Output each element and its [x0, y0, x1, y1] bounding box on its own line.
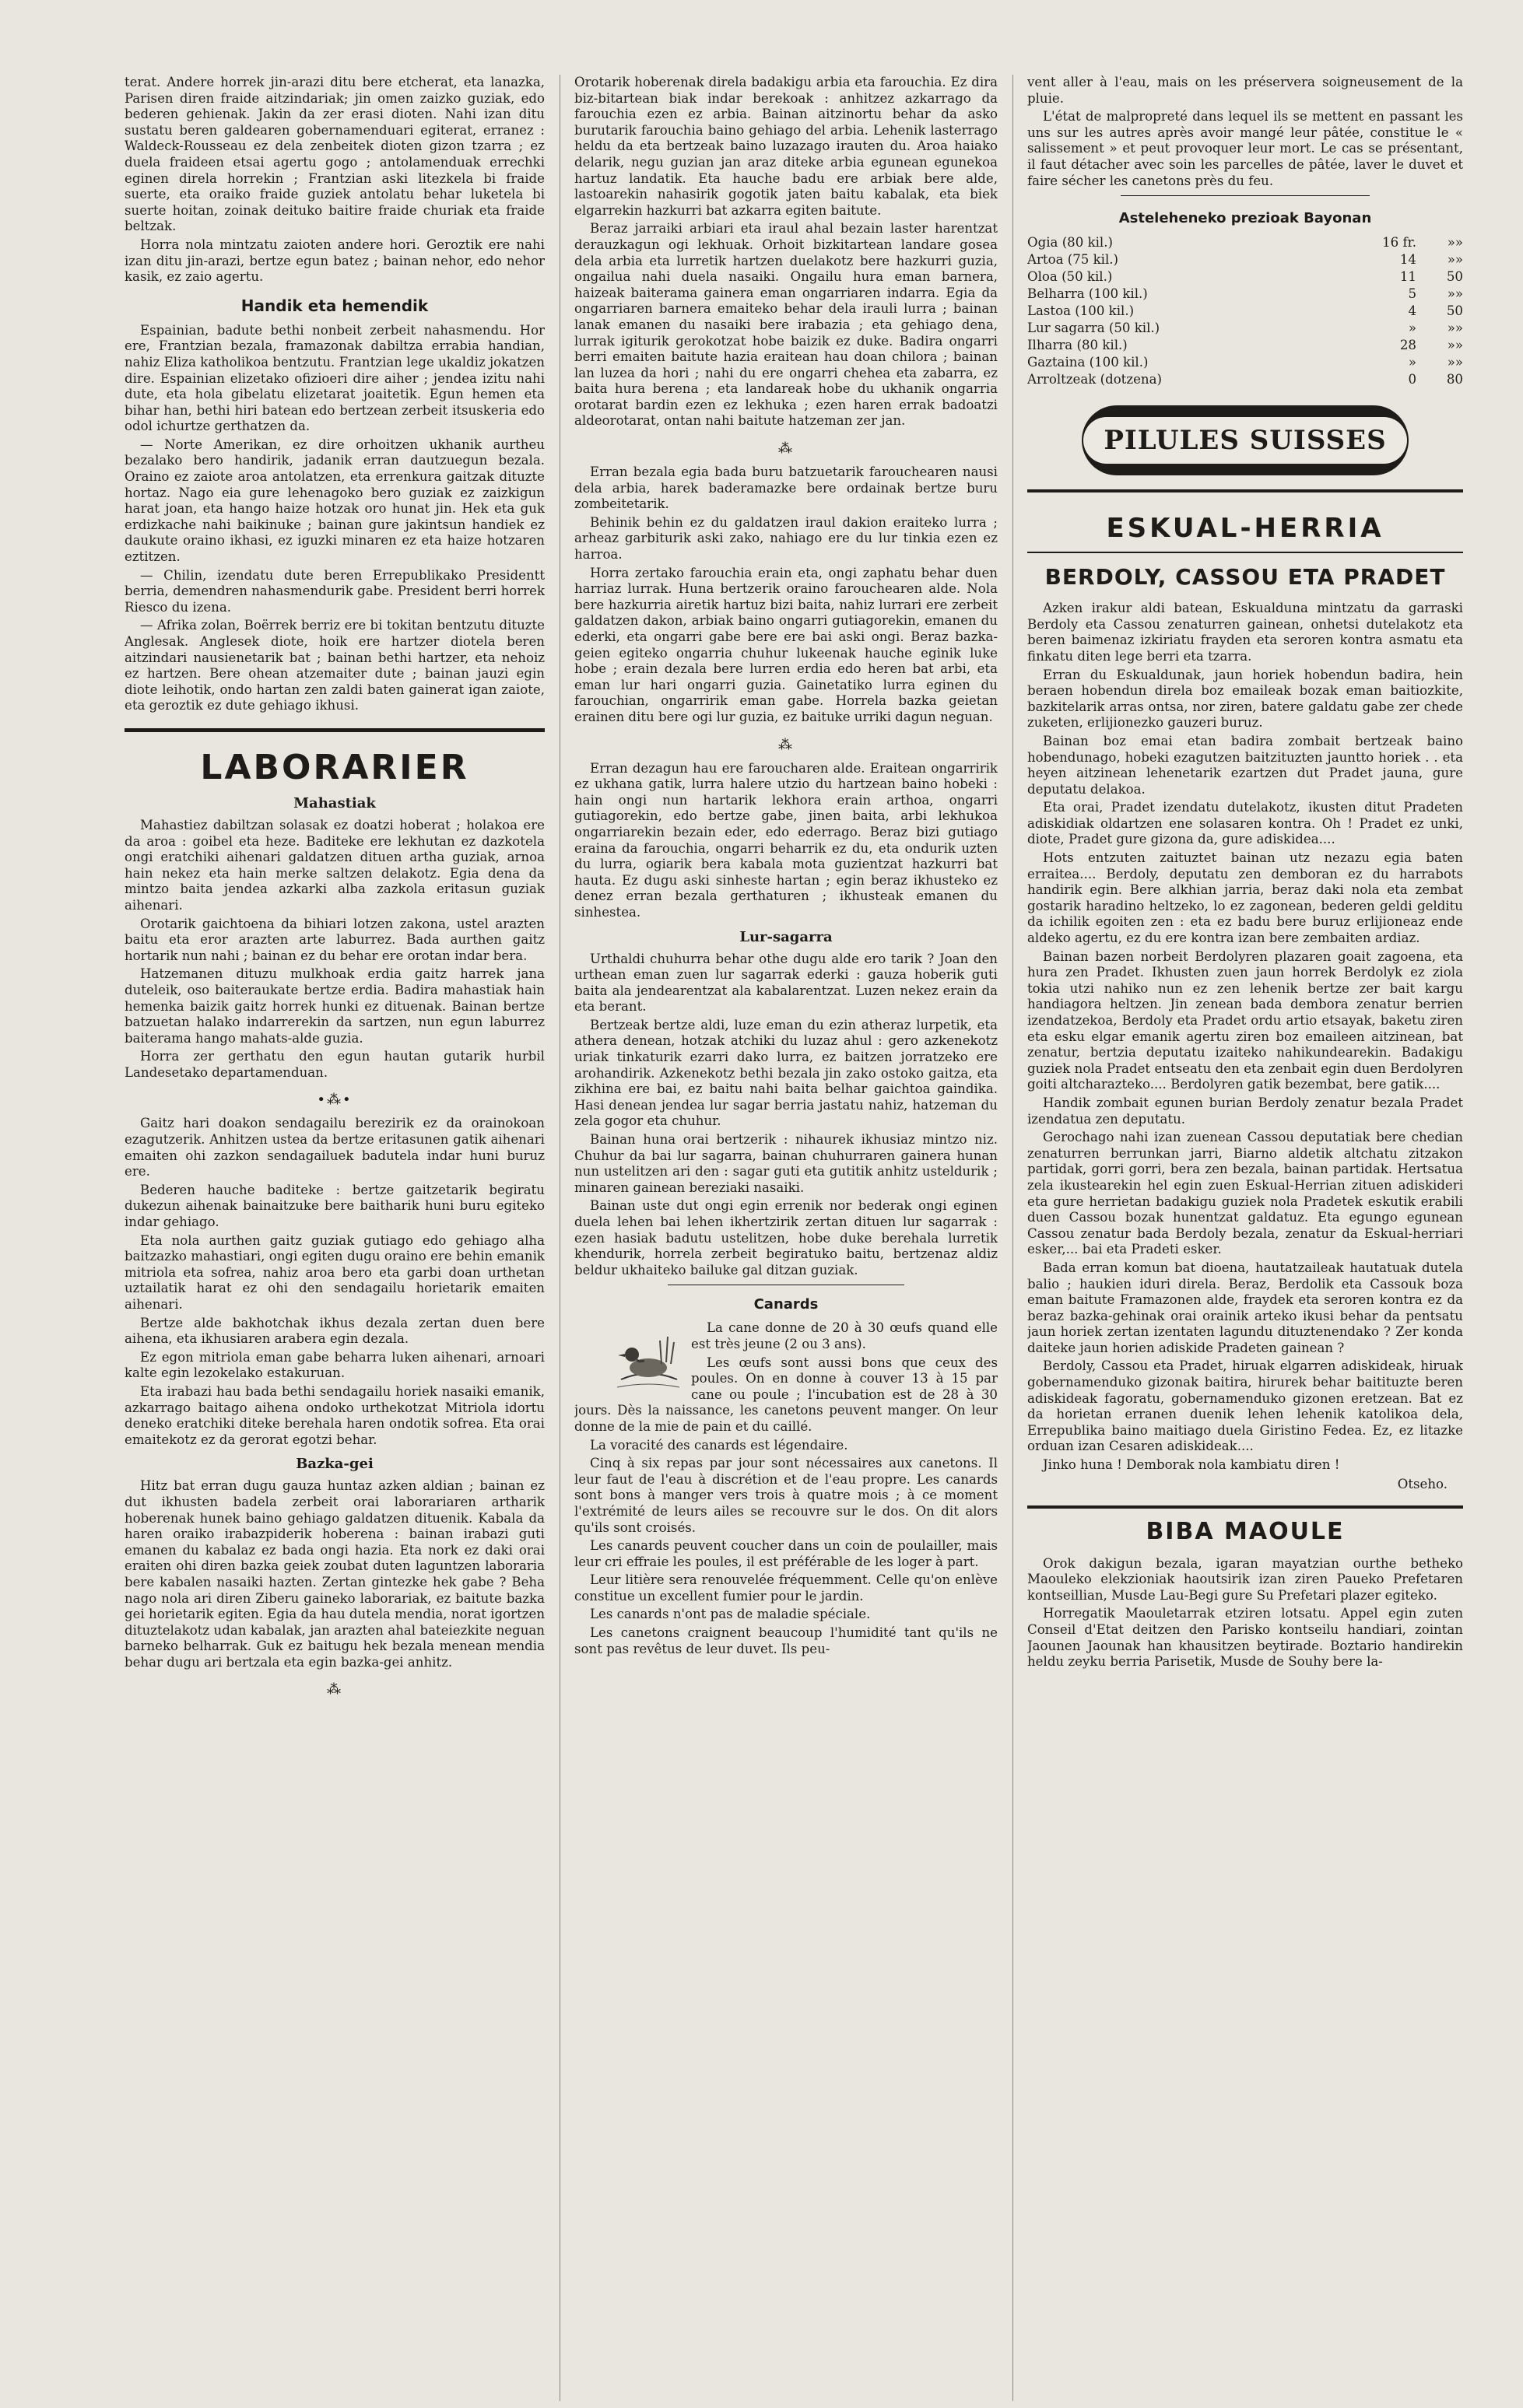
paragraph: La cane donne de 20 à 30 œufs quand elle est très jeune (2 ou 3 ans). — [691, 1320, 998, 1351]
section-heading-handik: Handik eta hemendik — [240, 296, 429, 315]
paragraph: — Norte Amerikan, ez dire orhoitzen ukhanik aurtheu bezalako bero handirik, jadanik erran dautzuegun bezala. Oraino ez zaiote aroa antolatzen, eta errenkura gaitzak dituzte hortaz. Nago eia gure lehenagoko bero guziak ez zaizkigun harat joan, eta hango haize hotzak oro hunat jin. Hek eta guk erdizkache nahi baikinuke ; bainan gure jakintsun handiek ez daukute oraino ikhasi, ez iguzki minaren ez eta haize hotzaren eztitzen. — [125, 436, 545, 565]
duck-illustration-icon — [613, 1325, 683, 1395]
table-row: Arroltzeak (dotzena) 0 80 — [1027, 372, 1463, 387]
divider — [1121, 195, 1370, 196]
paragraph: Bainan boz emai etan badira zombait bertzeak baino hobendunago, hobeki ezagutzen baitzituzten jauntto horiek . . eta heyen aitzinean lehenetarik ezartzen dut Pradet jauna, gure deputatu delakoa. — [1027, 733, 1463, 797]
paragraph: Les canards n'ont pas de maladie spéciale. — [590, 1607, 871, 1622]
paragraph: Gaitz hari doakon sendagailu berezirik ez da orainokoan ezagutzerik. Anhitzen ustea da bertze eritasunen gatik aihenari emaiten ohi zazkon sendagailuek badutela indar huni buruz ere. — [125, 1116, 545, 1179]
asterism-ornament: •⁂• — [317, 1092, 353, 1109]
paragraph: Berdoly, Cassou eta Pradet, hiruak elgarren adiskideak, hiruak gobernamenduko gizonak baitira, hirurek behar baitituzte beren adiskideak fagoratu, gobernamenduko gizonen eretzean. Bat ez da horietan erranen duenik lehen lehenik katolikoa dela, Errepublika baino maitiago duela Giristino Fedea. Ez, ez litazke orduan izan Cesaren adiskideak.... — [1027, 1358, 1463, 1454]
divider — [1027, 1505, 1463, 1509]
paragraph: Les œufs sont aussi bons que ceux des poules. On en donne à couver 13 à 15 par cane ou poule ; l'incubation est de 28 à 30 jours. Dès la naissance, les canetons peuvent manger. On leur donne de la mie de pain et du caillé. — [574, 1355, 998, 1434]
paragraph: Cinq à six repas par jour sont nécessaires aux canetons. Il leur faut de l'eau à discrétion et de l'eau propre. Les canards sont bons à manger vers trois à quatre mois ; à ce moment l'extrémité de leurs ailes se recouvre sur le dos. On dit alors qu'ils sont croisés. — [574, 1456, 998, 1535]
paragraph: Handik zombait egunen burian Berdoly zenatur bezala Pradet izendatua zen deputatu. — [1027, 1095, 1463, 1127]
table-row: Lur sagarra (50 kil.) » »» — [1027, 321, 1463, 336]
paragraph: Bertze alde bakhotchak ikhus dezala zertan duen bere aihena, eta ikhusiaren arabera egin dezala. — [125, 1315, 545, 1347]
price-table — [1027, 234, 1463, 388]
paragraph: Urthaldi chuhurra behar othe dugu alde ero tarik ? Joan den urthean eman zuen lur sagarrak ederki : gauza hoberik guti baita ala jendearentzat ala kabalarentzat. Luzen nekez erain da eta berant. — [574, 951, 998, 1015]
eskual-herria-title: ESKUAL-HERRIA — [1106, 513, 1384, 545]
paragraph: Orotarik gaichtoena da bihiari lotzen zakona, ustel arazten baitu eta eror arazten arte laburrez. Bada aurthen gaitz hortarik nun nahi ; bainan ez du behar ere orotan indar bera. — [125, 916, 545, 963]
asterism-ornament: ⁂ — [778, 736, 794, 753]
paragraph: Bertzeak bertze aldi, luze eman du ezin atheraz lurpetik, eta athera denean, hotzak atchiki du luzaz ahul : gero azkenekotz uriak tinkaturik ezarri dako lurra, ez baitzen jorratzeko ere arohandirik. Azkenekotz bethi bezala jin zako ostoko gaitza, eta zikhina ere bai, ez baitu nahi baita belhar gaichtoa gaindika. Hasi denean jendea lur sagar berria jastatu nahiz, hatzeman du zela gogor eta chuhur. — [574, 1017, 998, 1129]
paragraph: Bainan huna orai bertzerik : nihaurek ikhusiaz mintzo niz. Chuhur da bai lur sagarra, bainan chuhurraren gainera hunan nun ustelitzen ari den : sagar guti eta gutitik anhitz usteldurik ; minaren gainean bereziaki nasaiki. — [574, 1132, 998, 1195]
section-heading-canards: Canards — [753, 1296, 819, 1313]
paragraph: L'état de malpropreté dans lequel ils se mettent en passant les uns sur les autres après avoir mangé leur pâtée, constitue le « salissement » et peut provoquer leur mort. Le cas se présentant, il faut détacher avec soin les parcelles de pâtée, laver le duvet et faire sécher les canetons près du feu. — [1027, 109, 1463, 188]
paragraph: Erran du Eskualdunak, jaun horiek hobendun badira, hein beraen hobendun direla boz emaileak bozak eman baitiozkite, bazkitelarik arras ontsa, nor ziren, batere galdatu gabe zer chede zuketen, erlijionezko gauzeri buruz. — [1027, 667, 1463, 731]
paragraph: Mahastiez dabiltzan solasak ez doatzi hoberat ; holakoa ere da aroa : goibel eta heze. Baditeke ere lekhutan ez dazkotela ongi eratchiki aihenari galdatzen dituen artha guziak, arnoa hain nekez eta hain merke saltzen delakotz. Egia dena da mintzo baita jendea azkarki alba zazkola eritasun guziak aihenari. — [125, 817, 545, 913]
paragraph: Behinik behin ez du galdatzen iraul dakion eraiteko lurra ; arheaz garbiturik aski zako, nahiago ere du lur tinkia ezen ez harroa. — [574, 514, 998, 563]
paragraph: Erran bezala egia bada buru batzuetarik farouchearen nausi dela arbia, harek baderamazke bere ordainak bertze buru zombeitetarik. — [574, 464, 998, 512]
table-row: Ogia (80 kil.) 16 fr. »» — [1027, 235, 1463, 251]
table-row: Ilharra (80 kil.) 28 »» — [1027, 338, 1463, 353]
asterism-ornament: ⁂ — [327, 1681, 342, 1698]
paragraph: Beraz jarraiki arbiari eta iraul ahal bezain laster harentzat derauzkagun ogi lekhuak. Orhoit bizkitartean landare gosea dela arbia eta lurretik hartzen duelakotz bere hazkurri guzia, ongailua nahi duela nasaiki. Ongailu hura eman barnera, haizeak baiterama gainera eman ongarriaren indarra. Egia da ongarriaren barnera emaiteko behar dela irauli lurra ; bainan lanak emanen du nasaiki bere irabazia ; eta gehiago dena, lurrak igiturik gerokotzat hobe baizik ez duke. Badira ongarri berri emaiten baitute hazia eraitean hau doan chilora ; bainan lan luzea da hori ; nahi du ere ongarri chehea eta zabarra, ez baita hura berena ; eta landareak hobe du ukhanik ongarria orotarat bardin ezen ez lekhuka ; ezen haren errak badoatzi aldeorotarat, ontan nahi baitute hatzeman zer jan. — [574, 221, 998, 429]
table-row: Oloa (50 kil.) 11 50 — [1027, 269, 1463, 285]
paragraph: Gerochago nahi izan zuenean Cassou deputatiak bere chedian zenaturren berrunkan jarri, Biarno aldetik altchatu zitzakon partidak, gorri gorri, bera zen bezala, bainan partidak. Hertsatua zela ikustearekin hel egin zuen Eskual-Herrian zituen adiskideri eta gure herrietan badakigu guziek nola Pradetek eskutik erabili duen Cassou bozak hunentzat galdatuz. Eta egungo egunean Cassou zenatur bada Berdoly bezala, zenatur da Eskual-herriari esker,... bai eta Pradeti esker. — [1027, 1130, 1463, 1257]
paragraph: Erran dezagun hau ere faroucharen alde. Eraitean ongarririk ez ukhana gatik, lurra halere utzio du hartzean baino hobeki : hain ongi nun hartarik lekhora erain arthoa, ongarri gutiagorekin, edo bertze gabe, jinen baita, arbi lekhukoa ongarriarekin bezain eder, edo ederrago. Beraz bizi gutiago eraina da farouchia, ongarri beharrik ez du, eta ondurik uzten du lurra, ogiarik bera kabala mota guzientzat hazkurri bat hauta. Ez dugu aski sinheste hartan ; egin beraz ikhusteko ez denez erran bezala gerthaturen ; ikhusteak emanen du sinhestea. — [574, 760, 998, 920]
divider — [1027, 489, 1463, 492]
paragraph: Orotarik hoberenak direla badakigu arbia eta farouchia. Ez dira biz-bitartean biak indar berekoak : anhitzez azkarrago da farouchia ezen ez arbia. Bainan aitzinortu behar da asko burutarik farouchia baino gehiago del arbia. Lehenik lasterrago heldu da eta bertzeak baino luzazago irauten du. Aroa haiako delarik, negu guzian jan araz diteke arbia egunean egunekoa hartuz landatik. Eta hauche badu ere arbiak bere alde, lastoarekin nahasirik gogotik jaten baitu kabalak, eta biek elgarrekin hazkurri bat azkarra egiten baitute. — [574, 75, 998, 218]
berdoly-cassou-pradet-title: BERDOLY, CASSOU ETA PRADET — [1044, 564, 1446, 591]
paragraph: La voracité des canards est légendaire. — [590, 1437, 848, 1453]
table-row: Artoa (75 kil.) 14 »» — [1027, 252, 1463, 268]
paragraph: Jinko huna ! Demborak nola kambiatu diren ! — [1043, 1457, 1340, 1473]
divider — [1027, 552, 1463, 553]
section-heading-lur-sagarra: Lur-sagarra — [739, 928, 833, 945]
paragraph: Eta irabazi hau bada bethi sendagailu horiek nasaiki emanik, azkarrago baitago aihena ondoko urthekotzat Mitriola idortu deneko eratchiki diteke berehala haren ondotik sofrea. Eta orai emaitekotz ez da gerorat egotzi behar. — [125, 1383, 545, 1447]
paragraph: Orok dakigun bezala, igaran mayatzian ourthe betheko Maouleko elekzioniak haoutsirik izan ziren Paueko Prefetaren kontseillian, Musde Lau-Begi gure Su Prefetari plazer egiteko. — [1027, 1555, 1463, 1603]
column-rule-right — [1012, 75, 1013, 2401]
signature: Otseho. — [1397, 1476, 1448, 1491]
paragraph: vent aller à l'eau, mais on les préservera soigneusement de la pluie. — [1027, 75, 1463, 106]
paragraph: Eta nola aurthen gaitz guziak gutiago edo gehiago alha baitzazko mahastiari, ongi egiten dugu oraino ere behin emanik mitriola eta sofrea, nahiz aroa bero eta garbi doan urthetan uztailatik harat ez ohi den sendagailu horietarik emaiten aihenari. — [125, 1232, 545, 1312]
column-3 — [1027, 75, 1463, 1673]
paragraph: — Chilin, izendatu dute beren Errepublikako Presidentt berria, demendren nahasmendurik gabe. President berri horrek Riesco du izena. — [125, 567, 545, 615]
pilules-suisses-label: PILULES SUISSES — [1083, 417, 1406, 464]
paragraph: Hitz bat erran dugu gauza huntaz azken aldian ; bainan ez dut ikhusten badela zerbeit orai laborariaren artharik hoberenak hunek baino gehiago galdatzen dituenik. Kabala da haren oraiko irabazpiderik hoberena : bainan irabazi guti emanen du kabalaz ez bada ongi hazia. Eta nork ez daki orai eraiten ohi diren bazka geiek zoubat duten laguntzen laboraria bere kabalen nasaiki hazten. Zertan gintezke hek gabe ? Beha nago nola ari diren Ziberu gaineko laborariak, ez baitute bazka gei horietarik egiten. Egia da hau dutela mendia, norat igortzen dituztelakotz udan kabalak, jan arazten ahal bateiezkite neguan barneko belharrak. Guk ez baitugu hek bezala menean mendia behar dugu ari bertzala eta egin bazka-gei anhitz. — [125, 1478, 545, 1670]
biba-maoule-title: BIBA MAOULE — [1146, 1517, 1345, 1545]
table-row: Lastoa (100 kil.) 4 50 — [1027, 303, 1463, 319]
column-1 — [125, 75, 545, 1705]
section-heading-bazka: Bazka-gei — [296, 1456, 374, 1473]
canards-article — [574, 1320, 998, 1660]
paragraph: Horra zer gerthatu den egun hautan gutarik hurbil Landesetako departamenduan. — [125, 1049, 545, 1080]
paragraph: Eta orai, Pradet izendatu dutelakotz, ikusten ditut Pradeten adiskidiak oldartzen ene solasaren kontra. Oh ! Pradet ez unki, diote, Pradet gure gizona da, gure adiskidea.... — [1027, 800, 1463, 847]
paragraph: — Afrika zolan, Boërrek berriz ere bi tokitan bentzutu dituzte Anglesak. Anglesek diote, hoik ere hartzer diotela beren aitzindari nausienetarik bat ; bainan bethi hartzer, eta nehoiz ez hartzen. Bere ohean atzemaiter dute ; bainan jauzi egin diote leihotik, ondo hartan zen zaldi baten gainerat igan zaiote, eta geroztik ez dute gehiago ikhusi. — [125, 618, 545, 713]
column-2 — [574, 75, 998, 1660]
paragraph: terat. Andere horrek jin-arazi ditu bere etcherat, eta lanazka, Parisen diren fraide aitzindariak; jin omen zaizko guziak, edo bederen gehienak. Jakin da zer erasi dioten. Nahi izan ditu sustatu beren galdearen gobernamenduari egiterat, erranez : Waldeck-Rousseau ez dela zenbeitek dioten gizon tzarra ; ez duela fraideen etsai agertu gogo ; antolamenduak errechki eginen direla horrekin ; Frantzian aski litezkela bi fraide suerte, eta oraiko fraide guziek antolatu behar luketela bi suerte hoitan, zoinak deituko baitire fraide churiak eta fraide beltzak. — [125, 75, 545, 234]
paragraph: Bederen hauche baditeke : bertze gaitzetarik begiratu dukezun aihenak bainaitzuke bere baitharik huni buru egiteko indar gehiago. — [125, 1182, 545, 1230]
price-table-title: Asteleheneko prezioak Bayonan — [1118, 210, 1372, 227]
pilules-suisses-advert — [1082, 405, 1409, 475]
paragraph: Leur litière sera renouvelée fréquemment. Celle qu'on enlève constitue un excellent fumier pour le jardin. — [574, 1572, 998, 1604]
paragraph: Horra nola mintzatu zaioten andere hori. Geroztik ere nahi izan ditu jin-arazi, bertze egun batez ; bainan nehor, edo nehor kasik, ez zaio agertu. — [125, 237, 545, 285]
paragraph: Hots entzuten zaituztet bainan utz nezazu egia baten erraitea.... Berdoly, deputatu zen demboran ez du harrabots handirik egin. Bere alkhian jarria, beraz daki nola eta zembat gostarik haradino heltzeko, lo ez zagonean, bederen geldi gelditu da ichilik egoiten zen : eta ez badu bere buruz erlijioneaz ende aldeko agertu, ez du ere kontra izan bere zembaiten ardiaz. — [1027, 850, 1463, 946]
paragraph: Hatzemanen dituzu mulkhoak erdia gaitz harrek jana duteleik, oso baiteraukate bertze erdia. Badira mahastiak hain hemenka baizik gaitz horrek hunki ez dituenak. Bainan bertze batzuetan halako indarrerekin da sartzen, nun egun laburrez baiterama hango mahats-alde guzia. — [125, 966, 545, 1046]
paragraph: Espainian, badute bethi nonbeit zerbeit nahasmendu. Hor ere, Frantzian bezala, framazonak dabiltza errabia handian, nahiz Eliza katholikoa bentzutu. Frantzian lege ukaldiz jokatzen dire. Espainian elizetako ofizioeri dire aiher ; jendea izitu nahi dute, eta hola gibelatu elizetarat joaitetik. Egun hemen eta bihar han, bethi hiri batean edo bertzean zerbeit itsuskeria edo odol ichurtze gerthatzen da. — [125, 322, 545, 434]
paragraph: Horra zertako farouchia erain eta, ongi zaphatu behar duen harriaz lurrak. Huna bertzerik oraino farouchearen alde. Nola bere hazkurria airetik hartuz bizi baita, nahiz lurrari ere zerbeit galdatzen dakon, arbiak baino ongarri gutiagorekin, emanen du ederki, eta ongarri gabe bere ere bai aski ongi. Beraz bazka-geien egiteko ongarria chuhur lukeenak hauche eginik luke hobe ; erain dezala bere lurren erdia edo heren bat arbi, eta eman lur hari ongarri guzia. Gainetatiko lurra eginen du farouchian, ongarririk eman gabe. Horrela bazka geietan erainen ditu bere ogi lur guzia, ez baituke urriki dagun neguan. — [574, 565, 998, 724]
laborarier-title: LABORARIER — [125, 728, 545, 787]
asterism-ornament: ⁂ — [778, 440, 794, 457]
table-row: Gaztaina (100 kil.) » »» — [1027, 355, 1463, 370]
section-heading-mahastiak: Mahastiak — [293, 794, 376, 811]
paragraph: Azken irakur aldi batean, Eskualduna mintzatu da garraski Berdoly eta Cassou zenaturren gainean, onhetsi dutelakotz eta beren baimenaz izkiriatu frayden eta seroren kontra asmatu eta finkatu diten lege berri eta tzarra. — [1027, 601, 1463, 664]
paragraph: Bainan bazen norbeit Berdolyren plazaren goait zagoena, eta hura zen Pradet. Ikhusten zuen jaun horrek Berdolyk ez ziola tokia utzi nahiko nun ez zen lehenik bertze zer bait kargu handiagora heltzen. Jin zenean bada dembora zenatur berrien izendatzekoa, Berdoly eta Pradet ordu artio etsayak, baketu ziren eta esku elgar emanik agertu ziren boz emaileen aitzinean, bat zenatur, bertzia deputatu izaiteko nahikundearekin. Badakigu guziek nola Pradet entseatu den eta zenbait egin duen Berdolyren goiti altcharazteko.... Berdolyren gatik bezembat, bere gatik.... — [1027, 948, 1463, 1092]
paragraph: Les canards peuvent coucher dans un coin de poulailler, mais leur cri effraie les poules, il est préférable de les loger à part. — [574, 1538, 998, 1569]
paragraph: Horregatik Maouletarrak etziren lotsatu. Appel egin zuten Conseil d'Etat deitzen den Parisko kontseilu handiari, zointan Jaounen Jaounak han khausitzen beytirade. Boztario handirekin heldu zeyku berria Parisetik, Musde de Souhy bere la- — [1027, 1606, 1463, 1670]
paragraph: Ez egon mitriola eman gabe beharra luken aihenari, arnoari kalte egin lezokelako estakuruan. — [125, 1349, 545, 1381]
paragraph: Bada erran komun bat dioena, hautatzaileak hautatuak dutela balio ; haukien iduri direla. Beraz, Berdolik eta Cassouk boza eman baitute Framazonen alde, fraydek eta seroren kontra ez da beraz bazka-gehinak orai orainik arteko ikusi behar da pentsatu jaun horiek zertan izentaten lagundu dituztenendako ? Zer konda daiteke jaun horien adiskide Pradeten gainean ? — [1027, 1260, 1463, 1355]
table-row: Belharra (100 kil.) 5 »» — [1027, 286, 1463, 302]
paragraph: Bainan uste dut ongi egin errenik nor bederak ongi eginen duela lehen bai lehen ikhertzirik zertan dituen lur sagarrak : ezen hasiak badutu ustelitzen, hobe duke berehala lurretik khendurik, horrela zerbeit begiratuko baitu, bertzenaz aldiz beldur ukhaiteko bailuke gal ditzan guziak. — [574, 1198, 998, 1278]
paragraph: Les canetons craignent beaucoup l'humidité tant qu'ils ne sont pas revêtus de leur duvet. Ils peu- — [574, 1625, 998, 1656]
